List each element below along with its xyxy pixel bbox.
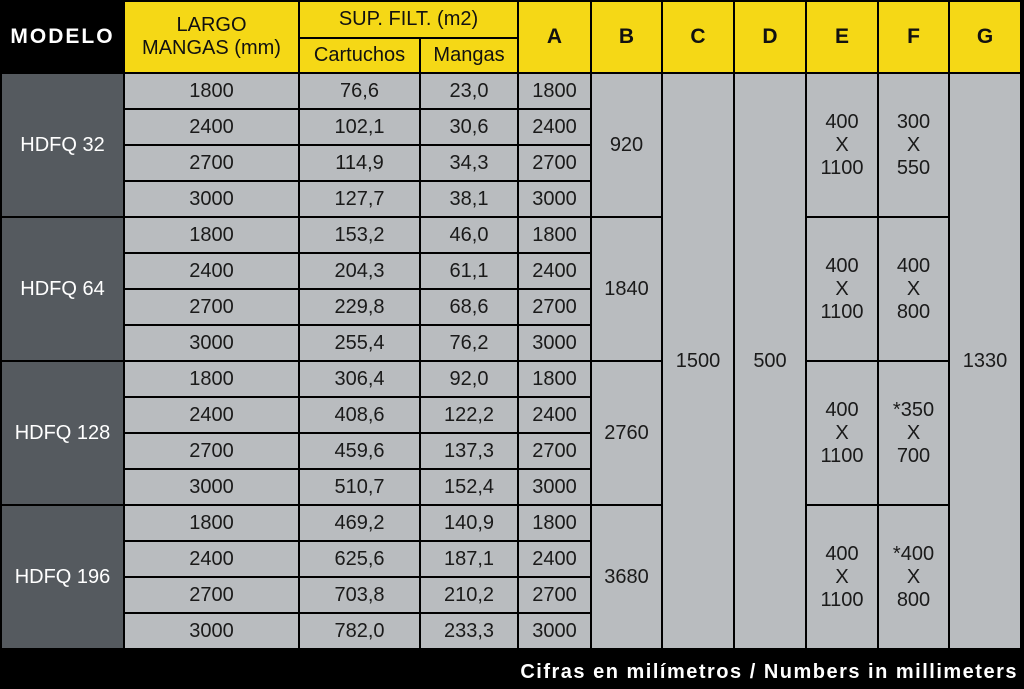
mangas-cell: 210,2 (421, 578, 517, 612)
cartuchos-cell: 153,2 (300, 218, 419, 252)
a-cell: 1800 (519, 218, 590, 252)
largo-cell: 1800 (125, 218, 298, 252)
header-g: G (950, 2, 1020, 72)
cartuchos-cell: 229,8 (300, 290, 419, 324)
header-mangas: Mangas (421, 39, 517, 72)
table-row (2, 506, 1020, 540)
largo-cell: 3000 (125, 614, 298, 648)
mangas-cell: 233,3 (421, 614, 517, 648)
f-cell-line: X (906, 133, 921, 156)
largo-cell: 2700 (125, 578, 298, 612)
a-cell: 2700 (519, 434, 590, 468)
f-cell-line: X (906, 421, 921, 444)
cartuchos-cell: 127,7 (300, 182, 419, 216)
mangas-cell: 46,0 (421, 218, 517, 252)
mangas-cell: 23,0 (421, 74, 517, 108)
model-name: HDFQ 196 (2, 506, 123, 648)
e-cell-line: X (835, 133, 849, 156)
cartuchos-cell: 459,6 (300, 434, 419, 468)
a-cell: 2400 (519, 254, 590, 288)
e-cell (807, 218, 877, 360)
f-cell-line: 800 (896, 588, 931, 611)
a-cell: 2700 (519, 578, 590, 612)
c-cell: 1500 (663, 74, 733, 648)
mangas-cell: 76,2 (421, 326, 517, 360)
largo-cell: 1800 (125, 362, 298, 396)
d-cell: 500 (735, 74, 805, 648)
mangas-cell: 92,0 (421, 362, 517, 396)
a-cell: 2400 (519, 110, 590, 144)
mangas-cell: 152,4 (421, 470, 517, 504)
f-cell-line: 800 (896, 300, 931, 323)
mangas-cell: 68,6 (421, 290, 517, 324)
f-cell-line: 300 (896, 110, 931, 133)
largo-cell: 3000 (125, 470, 298, 504)
largo-cell: 2700 (125, 290, 298, 324)
f-cell-line: X (906, 277, 921, 300)
a-cell: 1800 (519, 362, 590, 396)
header-c: C (663, 2, 733, 72)
header-e: E (807, 2, 877, 72)
mangas-cell: 187,1 (421, 542, 517, 576)
header-sup-filt: SUP. FILT. (m2) (300, 2, 517, 37)
header-largo-line1: LARGO (176, 14, 247, 36)
mangas-cell: 122,2 (421, 398, 517, 432)
a-cell: 2700 (519, 290, 590, 324)
largo-cell: 3000 (125, 326, 298, 360)
b-cell: 1840 (592, 218, 661, 360)
header-modelo: MODELO (2, 2, 123, 72)
e-cell-line: X (835, 565, 849, 588)
model-name: HDFQ 32 (2, 74, 123, 216)
a-cell: 3000 (519, 326, 590, 360)
f-cell-line: *400 (892, 542, 935, 565)
largo-cell: 3000 (125, 182, 298, 216)
cartuchos-cell: 114,9 (300, 146, 419, 180)
cartuchos-cell: 703,8 (300, 578, 419, 612)
cartuchos-cell: 102,1 (300, 110, 419, 144)
e-cell-line: 400 (825, 542, 859, 565)
b-cell: 3680 (592, 506, 661, 648)
mangas-cell: 34,3 (421, 146, 517, 180)
cartuchos-cell: 469,2 (300, 506, 419, 540)
header-cartuchos: Cartuchos (300, 39, 419, 72)
footer-note: Cifras en milímetros / Numbers in millimeters (0, 655, 1024, 689)
e-cell (807, 506, 877, 648)
e-cell-line: 400 (825, 110, 859, 133)
e-cell-line: 1100 (820, 588, 864, 611)
a-cell: 2700 (519, 146, 590, 180)
a-cell: 3000 (519, 470, 590, 504)
e-cell (807, 362, 877, 504)
cartuchos-cell: 255,4 (300, 326, 419, 360)
e-cell (807, 74, 877, 216)
cartuchos-cell: 76,6 (300, 74, 419, 108)
cartuchos-cell: 782,0 (300, 614, 419, 648)
a-cell: 2400 (519, 398, 590, 432)
e-cell-line: 400 (825, 254, 859, 277)
f-cell (879, 218, 948, 360)
mangas-cell: 38,1 (421, 182, 517, 216)
f-cell (879, 74, 948, 216)
e-cell-line: 1100 (820, 156, 864, 179)
b-cell: 920 (592, 74, 661, 216)
e-cell-line: X (835, 277, 849, 300)
e-cell-line: 400 (825, 398, 859, 421)
cartuchos-cell: 306,4 (300, 362, 419, 396)
a-cell: 2400 (519, 542, 590, 576)
header-largo-line2: MANGAS (mm) (142, 37, 281, 59)
largo-cell: 2700 (125, 434, 298, 468)
table-row (2, 218, 1020, 252)
largo-cell: 2700 (125, 146, 298, 180)
largo-cell: 2400 (125, 254, 298, 288)
f-cell-line: 400 (896, 254, 931, 277)
e-cell-line: X (835, 421, 849, 444)
e-cell-line: 1100 (820, 444, 864, 467)
cartuchos-cell: 625,6 (300, 542, 419, 576)
mangas-cell: 61,1 (421, 254, 517, 288)
f-cell (879, 362, 948, 504)
header-d: D (735, 2, 805, 72)
g-cell: 1330 (950, 74, 1020, 648)
largo-cell: 2400 (125, 110, 298, 144)
cartuchos-cell: 204,3 (300, 254, 419, 288)
spec-table-body (2, 2, 1020, 648)
mangas-cell: 137,3 (421, 434, 517, 468)
e-cell-line: 1100 (820, 300, 864, 323)
f-cell-line: 550 (896, 156, 931, 179)
header-largo-mangas (125, 2, 298, 72)
table-row (2, 74, 1020, 108)
a-cell: 3000 (519, 182, 590, 216)
largo-cell: 1800 (125, 74, 298, 108)
header-f: F (879, 2, 948, 72)
f-cell-line: *350 (892, 398, 935, 421)
mangas-cell: 140,9 (421, 506, 517, 540)
largo-cell: 2400 (125, 398, 298, 432)
f-cell (879, 506, 948, 648)
mangas-cell: 30,6 (421, 110, 517, 144)
a-cell: 1800 (519, 506, 590, 540)
model-name: HDFQ 128 (2, 362, 123, 504)
cartuchos-cell: 408,6 (300, 398, 419, 432)
f-cell-line: 700 (896, 444, 931, 467)
b-cell: 2760 (592, 362, 661, 504)
header-b: B (592, 2, 661, 72)
largo-cell: 2400 (125, 542, 298, 576)
largo-cell: 1800 (125, 506, 298, 540)
model-name: HDFQ 64 (2, 218, 123, 360)
a-cell: 3000 (519, 614, 590, 648)
header-a: A (519, 2, 590, 72)
a-cell: 1800 (519, 74, 590, 108)
table-row (2, 362, 1020, 396)
cartuchos-cell: 510,7 (300, 470, 419, 504)
f-cell-line: X (906, 565, 921, 588)
